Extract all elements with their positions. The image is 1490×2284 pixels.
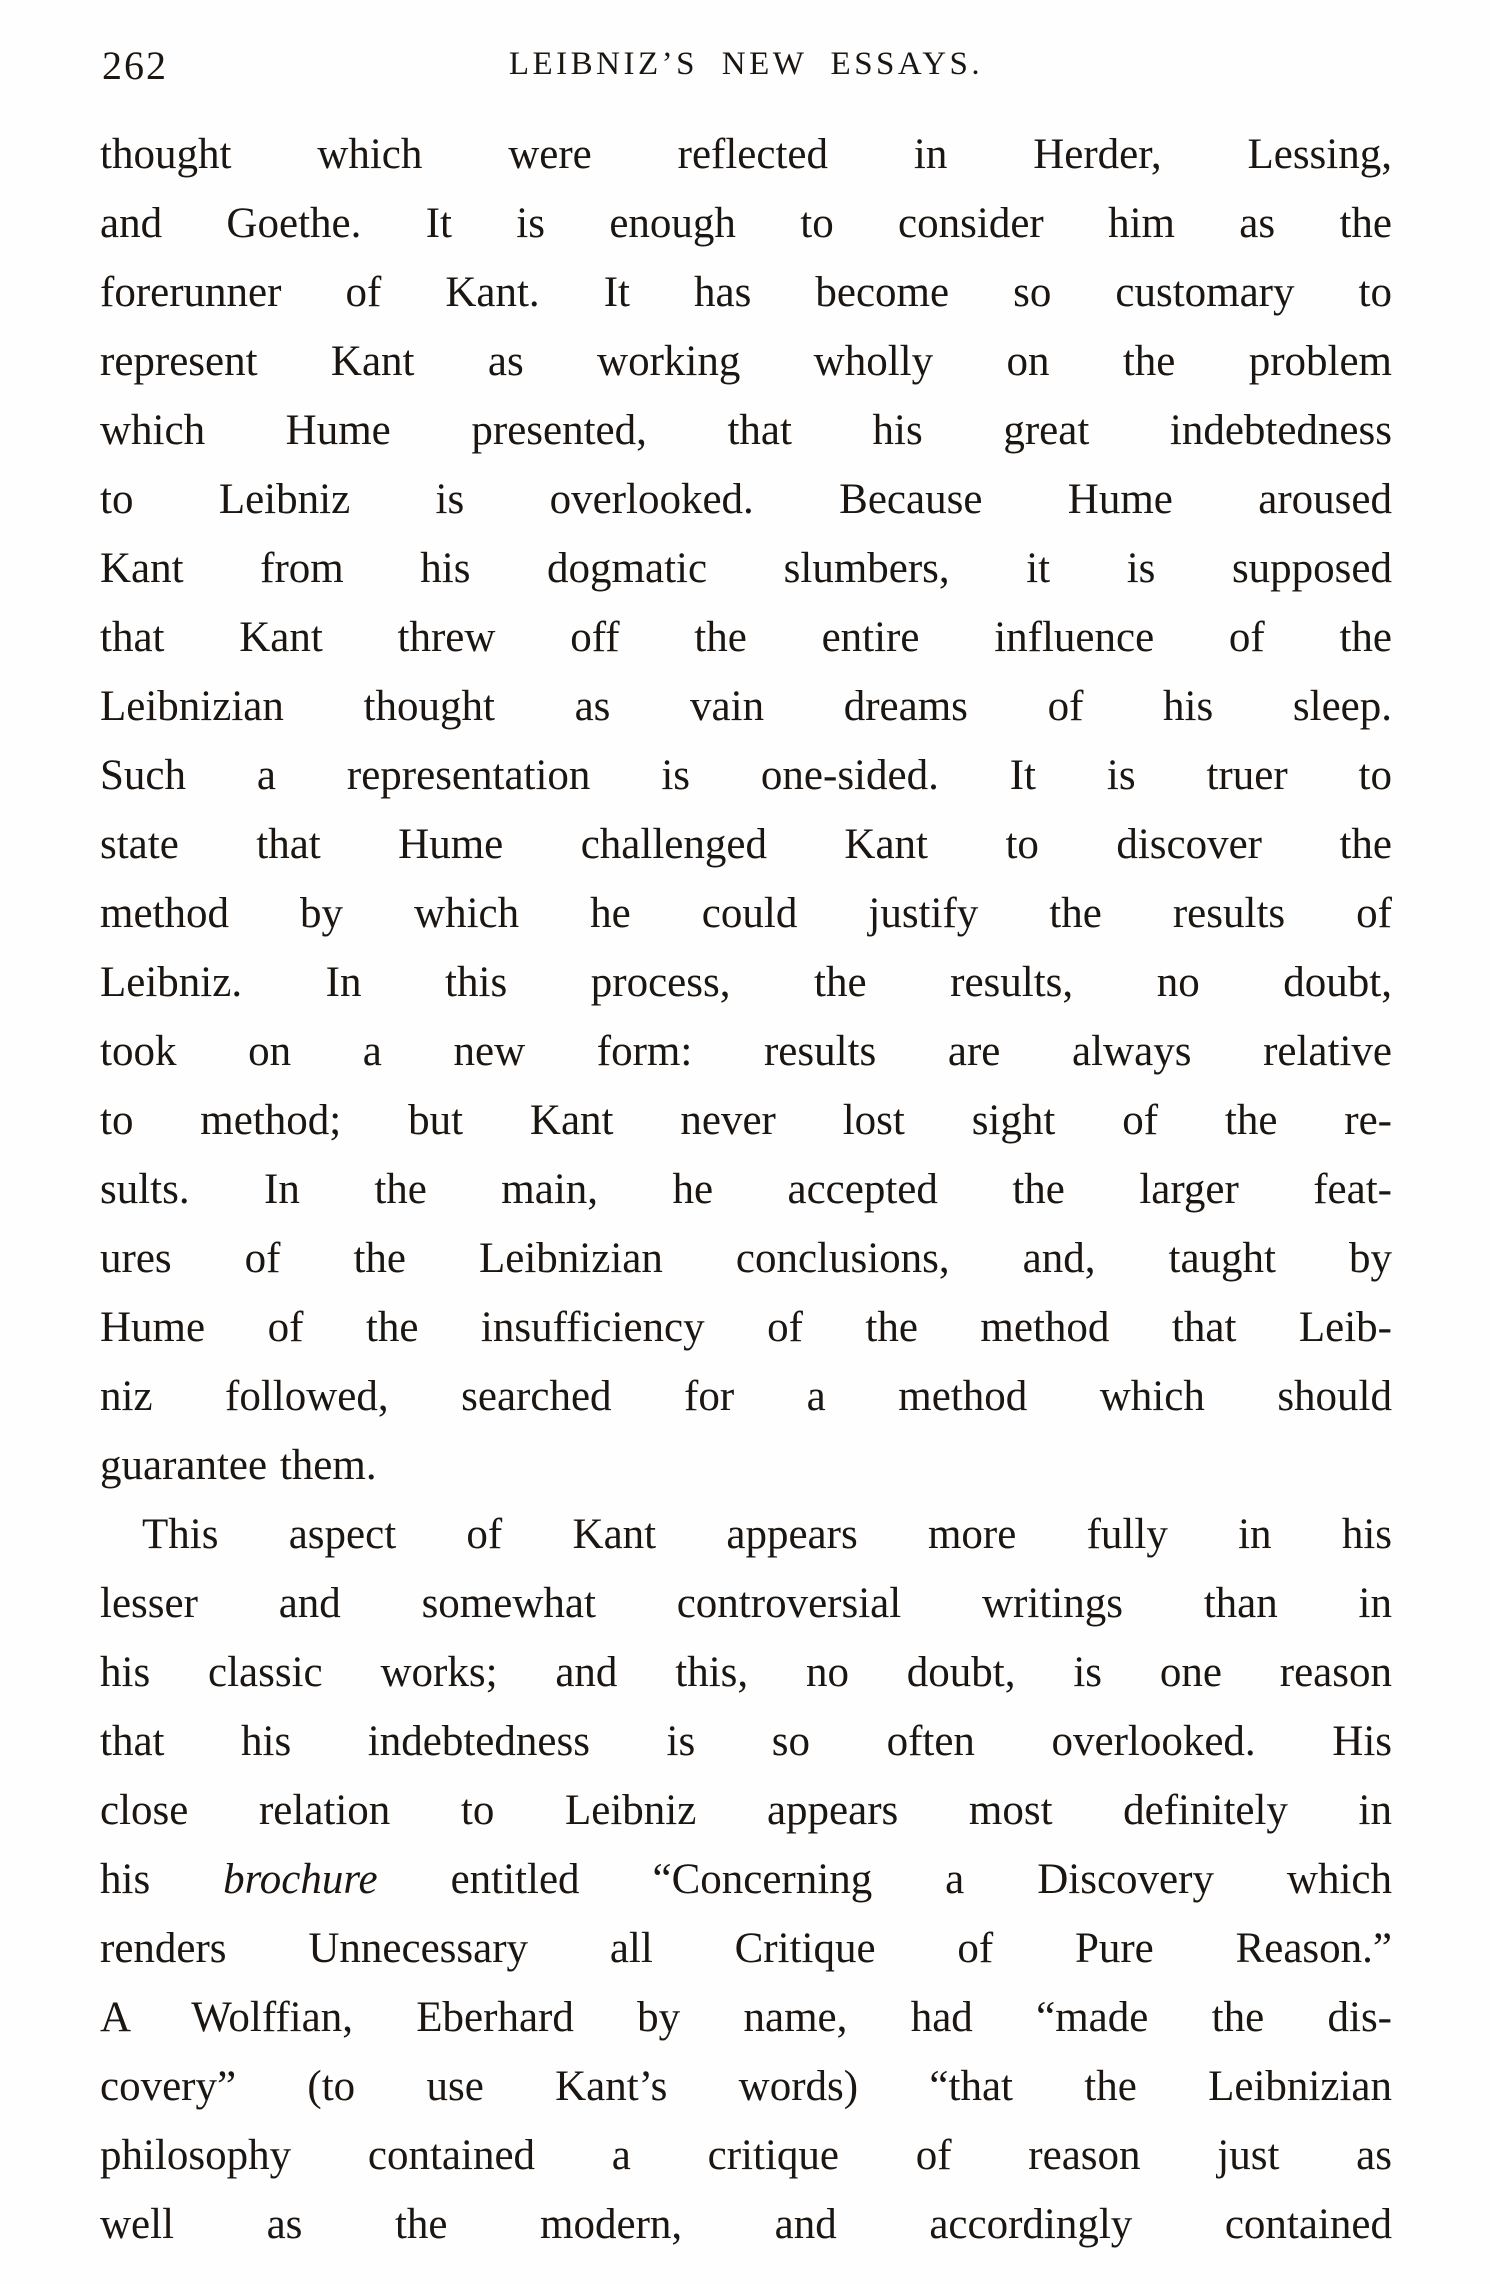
text-line: sults. In the main, he accepted the larger feat- [100, 1166, 1392, 1213]
text-line: to method; but Kant never lost sight of the re- [100, 1097, 1392, 1144]
text-line: close relation to Leibniz appears most definitely in [100, 1787, 1392, 1834]
text-line: niz followed, searched for a method which should [100, 1373, 1392, 1420]
text-line: ures of the Leibnizian conclusions, and, taught by [100, 1235, 1392, 1282]
text-line: This aspect of Kant appears more fully in his [142, 1511, 1392, 1558]
text-line: that Kant threw off the entire influence of the [100, 614, 1392, 661]
text-line: forerunner of Kant. It has become so customary to [100, 269, 1392, 316]
italic-term: brochure [223, 1856, 378, 1903]
text-line: guarantee them. [100, 1442, 377, 1489]
text-line: covery” (to use Kant’s words) “that the Leibnizian [100, 2063, 1392, 2110]
text-line: lesser and somewhat controversial writings than in [100, 1580, 1392, 1627]
text-line: Hume of the insufficiency of the method that Leib- [100, 1304, 1392, 1351]
text-segment: his [100, 1856, 224, 1903]
text-line: Kant from his dogmatic slumbers, it is supposed [100, 545, 1392, 592]
paragraph [100, 1500, 1392, 2259]
text-line: method by which he could justify the results of [100, 890, 1392, 937]
text-line: that his indebtedness is so often overlooked. His [100, 1718, 1392, 1765]
text-line: well as the modern, and accordingly contained [100, 2201, 1392, 2248]
text-line: Such a representation is one-sided. It is truer to [100, 752, 1392, 799]
text-line: Leibniz. In this process, the results, no doubt, [100, 959, 1392, 1006]
text-line: took on a new form: results are always relative [100, 1028, 1392, 1075]
text-segment: entitled “Concerning a Discovery which [377, 1856, 1392, 1903]
text-line: renders Unnecessary all Critique of Pure Reason.” [100, 1925, 1392, 1972]
text-line: and Goethe. It is enough to consider him as the [100, 200, 1392, 247]
text-block [100, 120, 1392, 2259]
text-line: which Hume presented, that his great indebtedness [100, 407, 1392, 454]
text-line: represent Kant as working wholly on the problem [100, 338, 1392, 385]
page-header [100, 42, 1392, 94]
text-line: his classic works; and this, no doubt, is one reason [100, 1649, 1392, 1696]
text-line: state that Hume challenged Kant to discover the [100, 821, 1392, 868]
paragraph [100, 120, 1392, 1500]
running-head: LEIBNIZ’S NEW ESSAYS. [508, 46, 984, 82]
text-line: philosophy contained a critique of reason just as [100, 2132, 1392, 2179]
text-line: A Wolffian, Eberhard by name, had “made the dis- [100, 1994, 1392, 2041]
text-line: thought which were reflected in Herder, Lessing, [100, 131, 1392, 178]
text-line [100, 1845, 1392, 1914]
page-number: 262 [102, 43, 168, 88]
text-line: Leibnizian thought as vain dreams of his sleep. [100, 683, 1392, 730]
text-line: to Leibniz is overlooked. Because Hume aroused [100, 476, 1392, 523]
